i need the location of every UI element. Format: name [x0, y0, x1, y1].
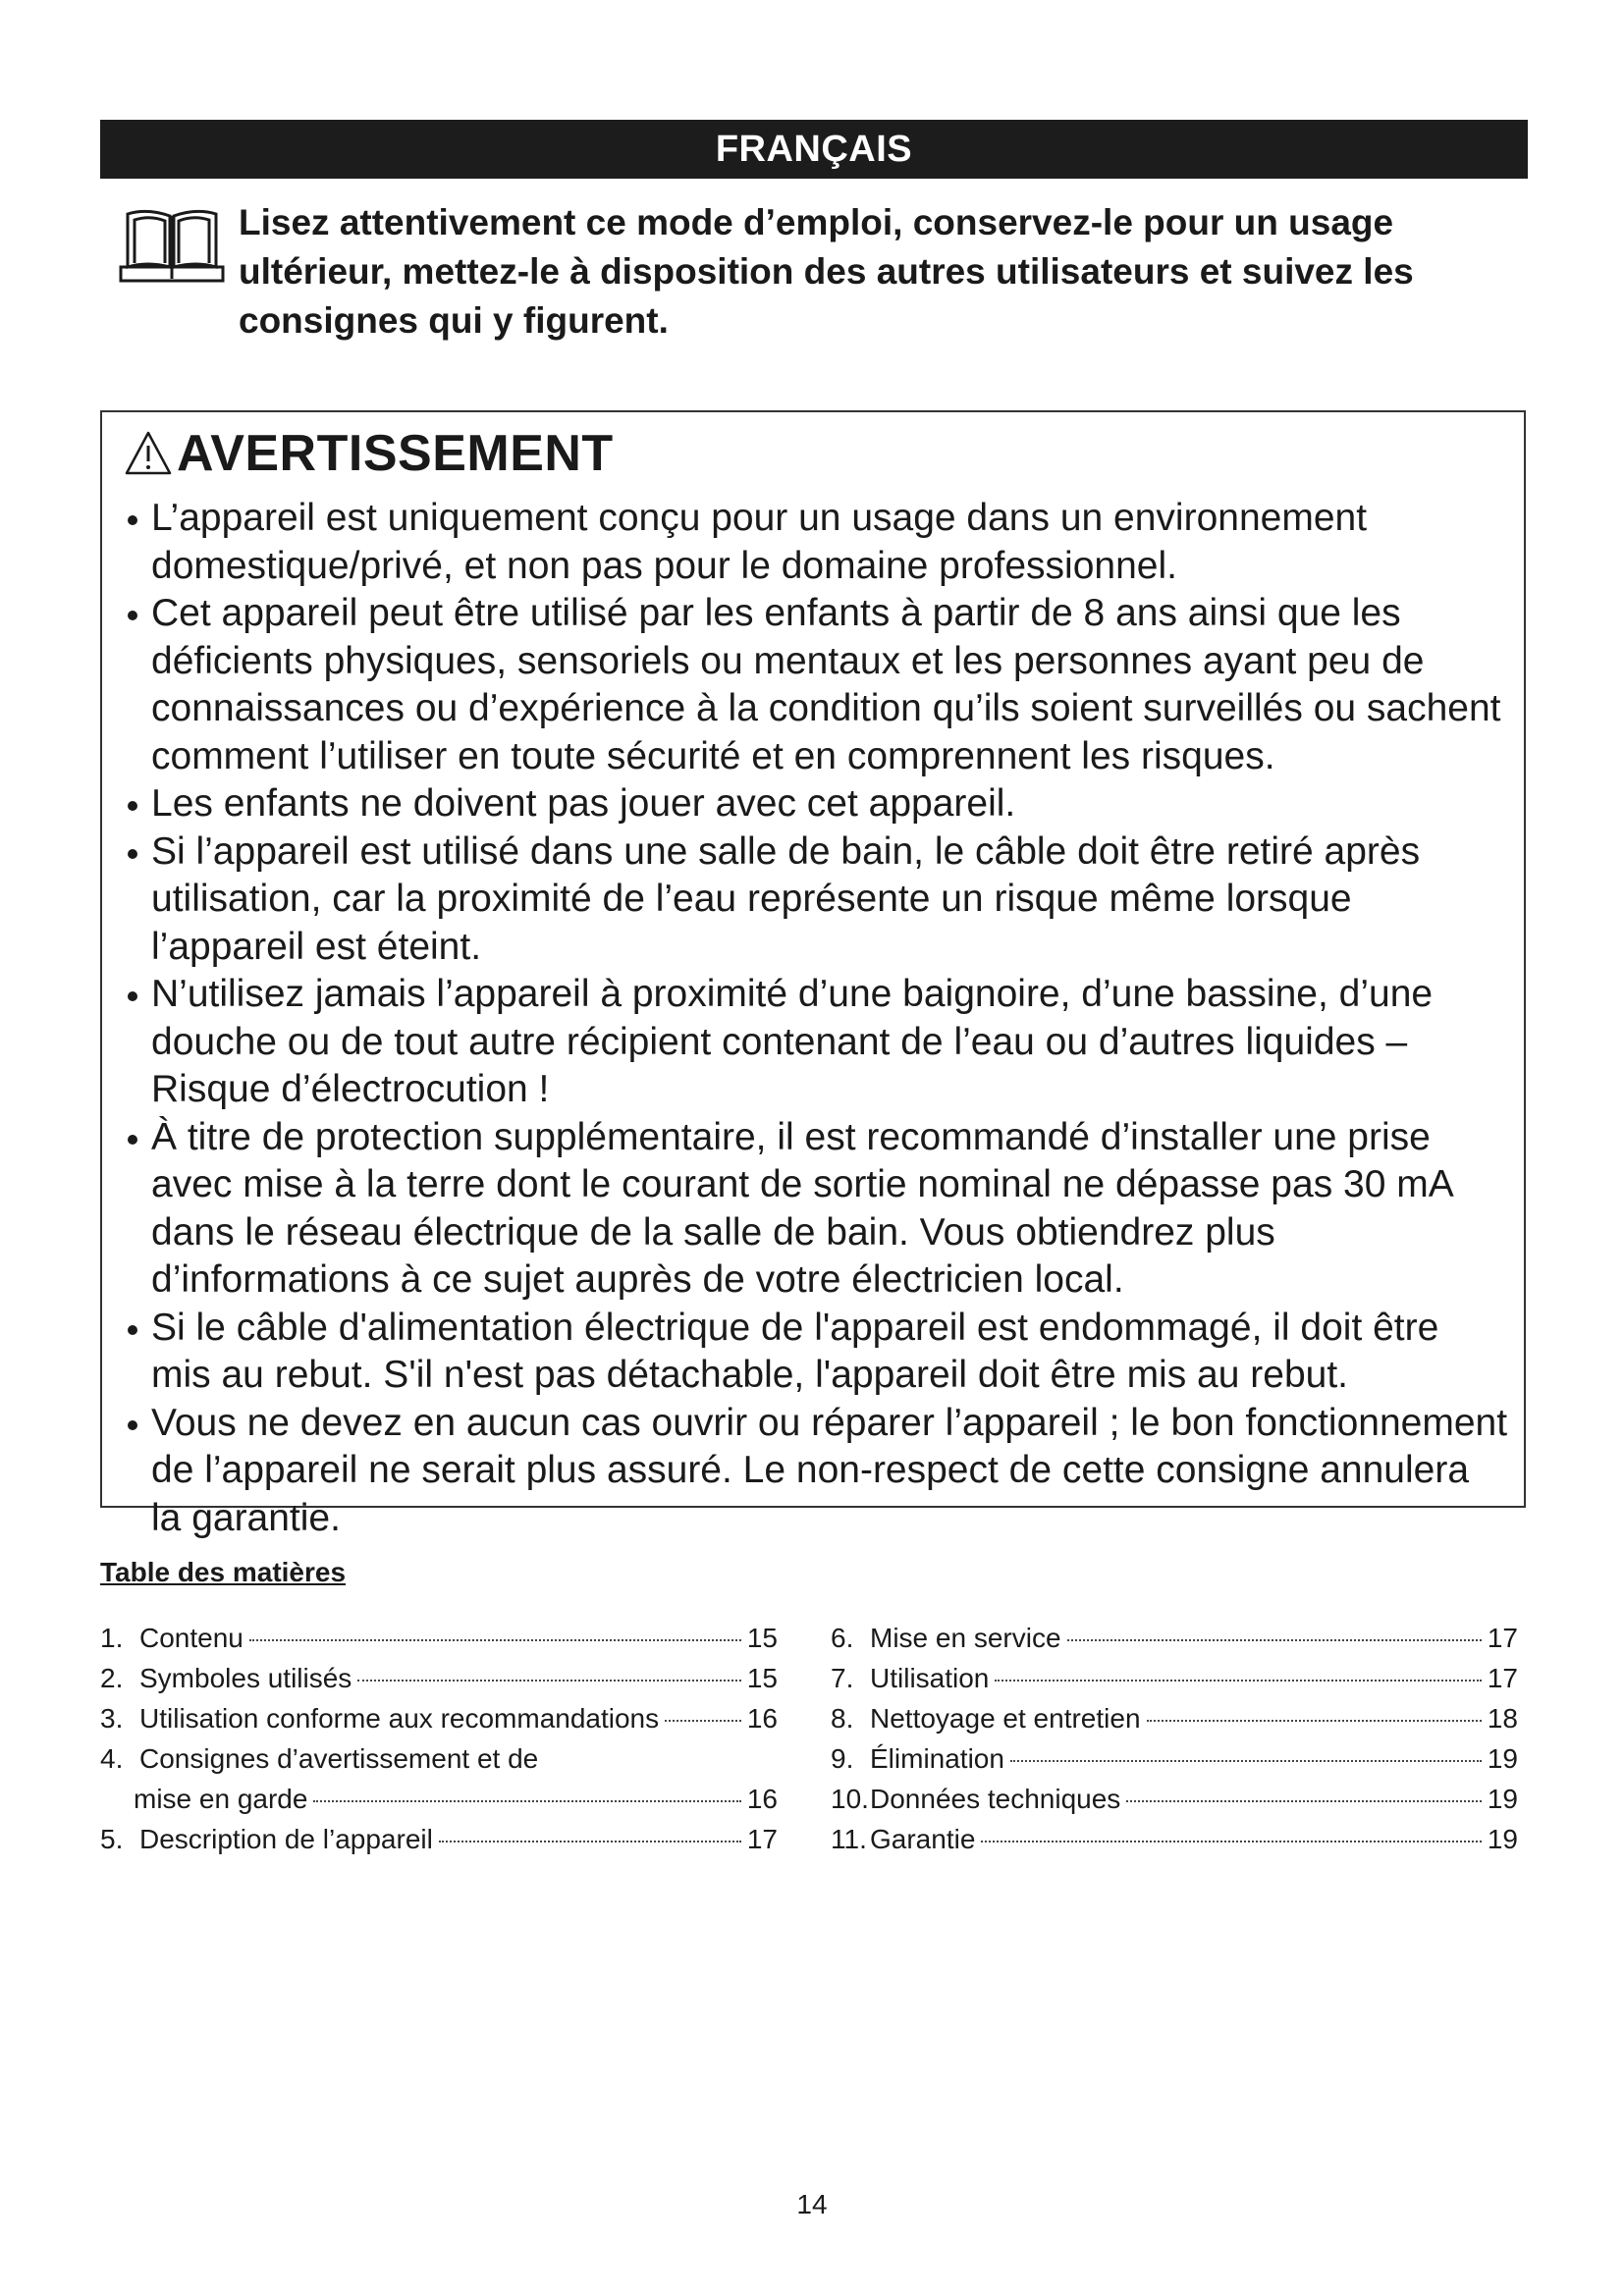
toc-entry-page: 15 — [746, 1663, 778, 1693]
toc-entry-label: Contenu — [139, 1623, 244, 1653]
toc-entry-number: 10. — [831, 1784, 869, 1814]
toc-entry-number: 9. — [831, 1743, 854, 1774]
toc-entry[interactable] — [831, 1738, 1518, 1779]
toc-entry-page: 19 — [1487, 1824, 1518, 1854]
toc-entry-number: 1. — [100, 1623, 124, 1653]
toc-entry-label: mise en garde — [134, 1784, 308, 1814]
warning-item: Si le câble d'alimentation électrique de l'appareil est endommagé, il doit être mis au rebut. S'il n'est pas détachable, l'appareil doit être mis au rebut. — [124, 1305, 1508, 1400]
toc-leader — [995, 1680, 1481, 1682]
warning-item: Si l’appareil est utilisé dans une salle de bain, le câble doit être retiré après utilisation, car la proximité de l’eau représente un risque même lorsque l’appareil est éteint. — [124, 828, 1508, 972]
toc-leader — [439, 1841, 741, 1842]
warning-box — [100, 410, 1526, 1539]
toc-entry[interactable] — [100, 1819, 778, 1859]
toc-entry-page: 15 — [746, 1623, 778, 1653]
warning-list — [124, 495, 1508, 1542]
toc-entry-label: Nettoyage et entretien — [870, 1703, 1141, 1734]
warning-item: N’utilisez jamais l’appareil à proximité d’une baignoire, d’une bassine, d’une douche ou de tout autre récipient contenant de l’eau ou d’autres liquides – Risque d’électrocution ! — [124, 971, 1508, 1114]
toc-leader — [1067, 1639, 1482, 1641]
toc-entry-page: 19 — [1487, 1784, 1518, 1814]
toc-leader — [665, 1720, 741, 1722]
toc-column-left — [100, 1618, 778, 1859]
toc-leader — [357, 1680, 741, 1682]
warning-triangle-icon — [124, 430, 173, 477]
toc-entry[interactable] — [100, 1618, 778, 1658]
intro-instructions: Lisez attentivement ce mode d’emploi, conservez-le pour un usage ultérieur, mettez-le à disposition des autres utilisateurs et suivez les consignes qui y figurent. — [239, 202, 1414, 341]
toc-leader — [1126, 1800, 1482, 1802]
toc-entry-page: 18 — [1487, 1703, 1518, 1734]
toc-entry-page: 17 — [746, 1824, 778, 1854]
warning-title-text: AVERTISSEMENT — [177, 425, 614, 482]
toc-entry-page: 16 — [746, 1703, 778, 1734]
toc-entry-page: 19 — [1487, 1743, 1518, 1774]
toc-heading: Table des matières — [100, 1557, 347, 1587]
toc-entry-number: 7. — [831, 1663, 854, 1693]
toc-entry-page: 17 — [1487, 1663, 1518, 1693]
toc-entry[interactable] — [831, 1819, 1518, 1859]
toc-entry-label: Élimination — [870, 1743, 1004, 1774]
toc-entry-number: 6. — [831, 1623, 854, 1653]
toc-entry[interactable] — [831, 1658, 1518, 1698]
toc-column-right — [831, 1618, 1518, 1859]
toc-leader — [313, 1800, 740, 1802]
toc-entry-label: Description de l’appareil — [139, 1824, 433, 1854]
toc-entry-page: 17 — [1487, 1623, 1518, 1653]
warning-item: Vous ne devez en aucun cas ouvrir ou réparer l’appareil ; le bon fonctionnement de l’appareil ne serait plus assuré. Le non-respect de cette consigne annulera la garantie. — [124, 1400, 1508, 1543]
toc-entry[interactable] — [100, 1698, 778, 1738]
toc-entry-number: 5. — [100, 1824, 124, 1854]
toc-entry[interactable] — [100, 1658, 778, 1698]
toc-entry[interactable] — [831, 1618, 1518, 1658]
toc-entry[interactable] — [100, 1738, 778, 1779]
toc-leader — [981, 1841, 1481, 1842]
toc-entry-continuation[interactable] — [100, 1779, 778, 1819]
warning-item: Cet appareil peut être utilisé par les enfants à partir de 8 ans ainsi que les déficients physiques, sensoriels ou mentaux et les personnes ayant peu de connaissances ou d’expérience à la condition qu’ils soient surveillés ou sachent comment l’utiliser en toute sécurité et en comprennent les risques. — [124, 590, 1508, 780]
toc-entry-page: 16 — [746, 1784, 778, 1814]
language-header: FRANÇAIS — [100, 120, 1528, 179]
warning-item: L’appareil est uniquement conçu pour un usage dans un environnement domestique/privé, et non pas pour le domaine professionnel. — [124, 495, 1508, 590]
toc-entry-number: 4. — [100, 1743, 124, 1774]
warning-item: À titre de protection supplémentaire, il est recommandé d’installer une prise avec mise à la terre dont le courant de sortie nominal ne dépasse pas 30 mA dans le réseau électrique de la salle de bain. Vous obtiendrez plus d’informations à ce sujet auprès de votre électricien local. — [124, 1114, 1508, 1305]
toc-entry-label: Utilisation — [870, 1663, 990, 1693]
warning-item: Les enfants ne doivent pas jouer avec cet appareil. — [124, 780, 1508, 828]
toc-entry-label: Consignes d’avertissement et de — [139, 1743, 539, 1774]
page-number: 14 — [796, 2189, 828, 2219]
toc-entry-number: 2. — [100, 1663, 124, 1693]
toc-entry-number: 11. — [831, 1824, 867, 1854]
toc-entry-number: 3. — [100, 1703, 124, 1734]
toc-leader — [1010, 1760, 1482, 1762]
toc-leader — [249, 1639, 741, 1641]
toc-entry-label: Symboles utilisés — [139, 1663, 352, 1693]
toc-entry[interactable] — [831, 1779, 1518, 1819]
toc-entry[interactable] — [831, 1698, 1518, 1738]
toc-entry-number: 8. — [831, 1703, 854, 1734]
book-icon — [118, 206, 226, 285]
warning-title — [124, 424, 614, 483]
toc-entry-label: Garantie — [870, 1824, 976, 1854]
toc-leader — [1147, 1720, 1482, 1722]
toc-entry-label: Mise en service — [870, 1623, 1061, 1653]
toc-entry-label: Données techniques — [870, 1784, 1121, 1814]
toc-entry-label: Utilisation conforme aux recommandations — [139, 1703, 660, 1734]
